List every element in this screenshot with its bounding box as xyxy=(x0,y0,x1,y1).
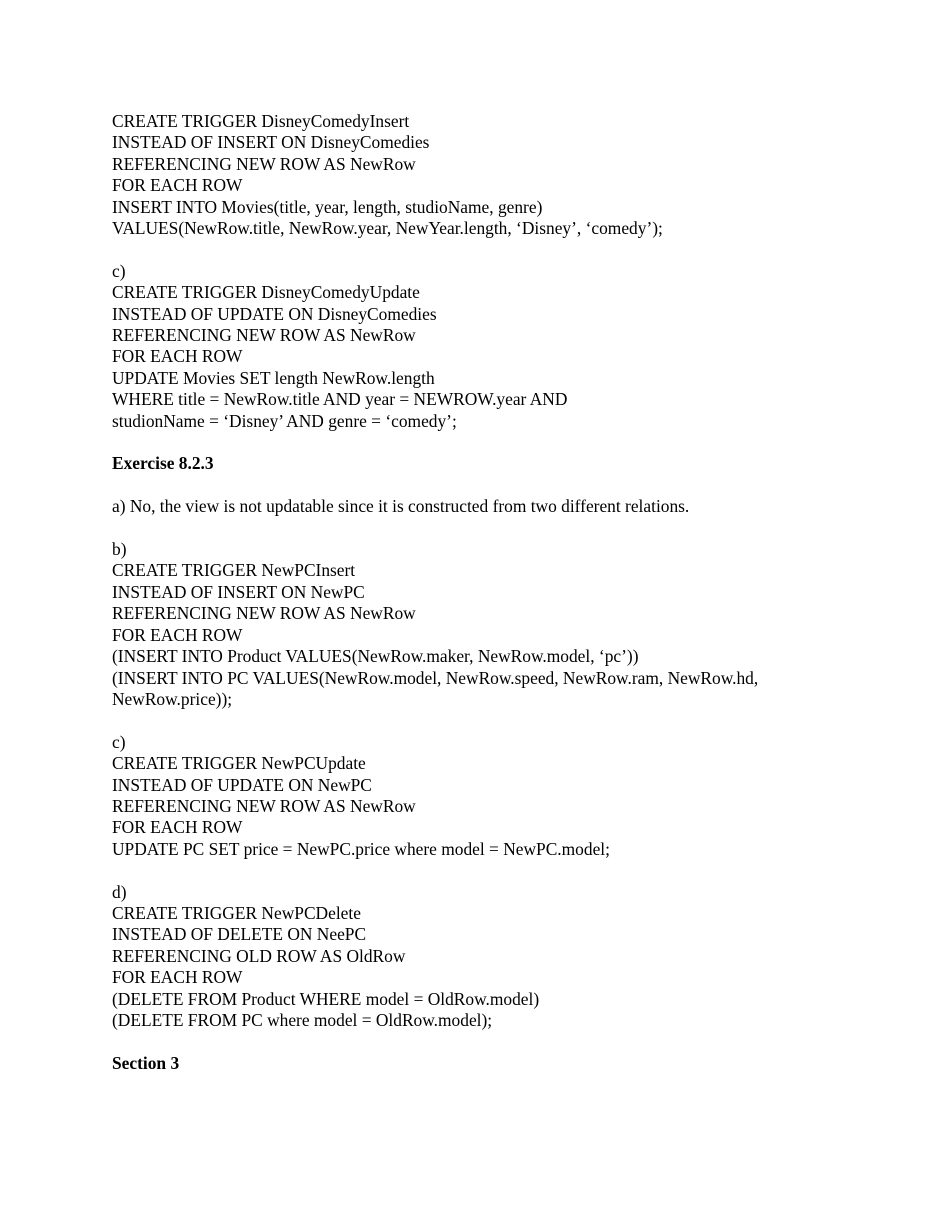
spacer xyxy=(112,475,912,496)
code-line: (INSERT INTO PC VALUES(NewRow.model, NewRow.speed, NewRow.ram, NewRow.hd, xyxy=(112,667,759,688)
code-line: FOR EACH ROW xyxy=(112,175,243,196)
disney-comedy-insert-trigger xyxy=(112,111,912,239)
part-d-newpc-delete xyxy=(112,882,912,1032)
part-label: d) xyxy=(112,881,127,902)
code-line: REFERENCING NEW ROW AS NewRow xyxy=(112,603,416,624)
document-page xyxy=(112,111,912,1074)
code-line: REFERENCING OLD ROW AS OldRow xyxy=(112,945,406,966)
code-line: UPDATE PC SET price = NewPC.price where model = NewPC.model; xyxy=(112,838,610,859)
code-line: FOR EACH ROW xyxy=(112,346,243,367)
exercise-heading: Exercise 8.2.3 xyxy=(112,453,214,474)
code-line: CREATE TRIGGER NewPCInsert xyxy=(112,560,356,581)
code-line: INSERT INTO Movies(title, year, length, studioName, genre) xyxy=(112,196,543,217)
spacer xyxy=(112,518,912,539)
code-line: studionName = ‘Disney’ AND genre = ‘comedy’; xyxy=(112,410,457,431)
code-line: NewRow.price)); xyxy=(112,688,233,709)
code-line: (INSERT INTO Product VALUES(NewRow.maker, NewRow.model, ‘pc’)) xyxy=(112,646,639,667)
code-line: VALUES(NewRow.title, NewRow.year, NewYear.length, ‘Disney’, ‘comedy’); xyxy=(112,218,663,239)
code-line: UPDATE Movies SET length NewRow.length xyxy=(112,367,435,388)
code-line: INSTEAD OF DELETE ON NeePC xyxy=(112,924,367,945)
spacer xyxy=(112,239,912,260)
code-line: CREATE TRIGGER DisneyComedyInsert xyxy=(112,111,410,131)
code-line: WHERE title = NewRow.title AND year = NEWROW.year AND xyxy=(112,389,568,410)
code-line: CREATE TRIGGER DisneyComedyUpdate xyxy=(112,282,420,303)
code-line: (DELETE FROM PC where model = OldRow.model); xyxy=(112,1009,493,1030)
code-line: CREATE TRIGGER NewPCUpdate xyxy=(112,753,366,774)
part-c-newpc-update xyxy=(112,732,912,860)
part-b-newpc-insert xyxy=(112,539,912,710)
code-line: INSTEAD OF INSERT ON DisneyComedies xyxy=(112,132,430,153)
part-label: c) xyxy=(112,260,126,281)
code-line: CREATE TRIGGER NewPCDelete xyxy=(112,902,361,923)
code-line: (DELETE FROM Product WHERE model = OldRow.model) xyxy=(112,988,540,1009)
code-line: FOR EACH ROW xyxy=(112,817,243,838)
code-line: INSTEAD OF UPDATE ON NewPC xyxy=(112,774,372,795)
answer-a: a) No, the view is not updatable since it is constructed from two different relations. xyxy=(112,496,690,517)
spacer xyxy=(112,1031,912,1052)
spacer xyxy=(112,432,912,453)
code-line: INSTEAD OF UPDATE ON DisneyComedies xyxy=(112,303,437,324)
section-heading: Section 3 xyxy=(112,1052,180,1073)
code-line: INSTEAD OF INSERT ON NewPC xyxy=(112,581,365,602)
part-label: b) xyxy=(112,539,127,560)
spacer xyxy=(112,710,912,731)
code-line: FOR EACH ROW xyxy=(112,624,243,645)
part-c-disney-update xyxy=(112,261,912,432)
code-line: REFERENCING NEW ROW AS NewRow xyxy=(112,153,416,174)
code-line: FOR EACH ROW xyxy=(112,967,243,988)
code-line: REFERENCING NEW ROW AS NewRow xyxy=(112,795,416,816)
spacer xyxy=(112,860,912,881)
part-label: c) xyxy=(112,731,126,752)
code-line: REFERENCING NEW ROW AS NewRow xyxy=(112,325,416,346)
